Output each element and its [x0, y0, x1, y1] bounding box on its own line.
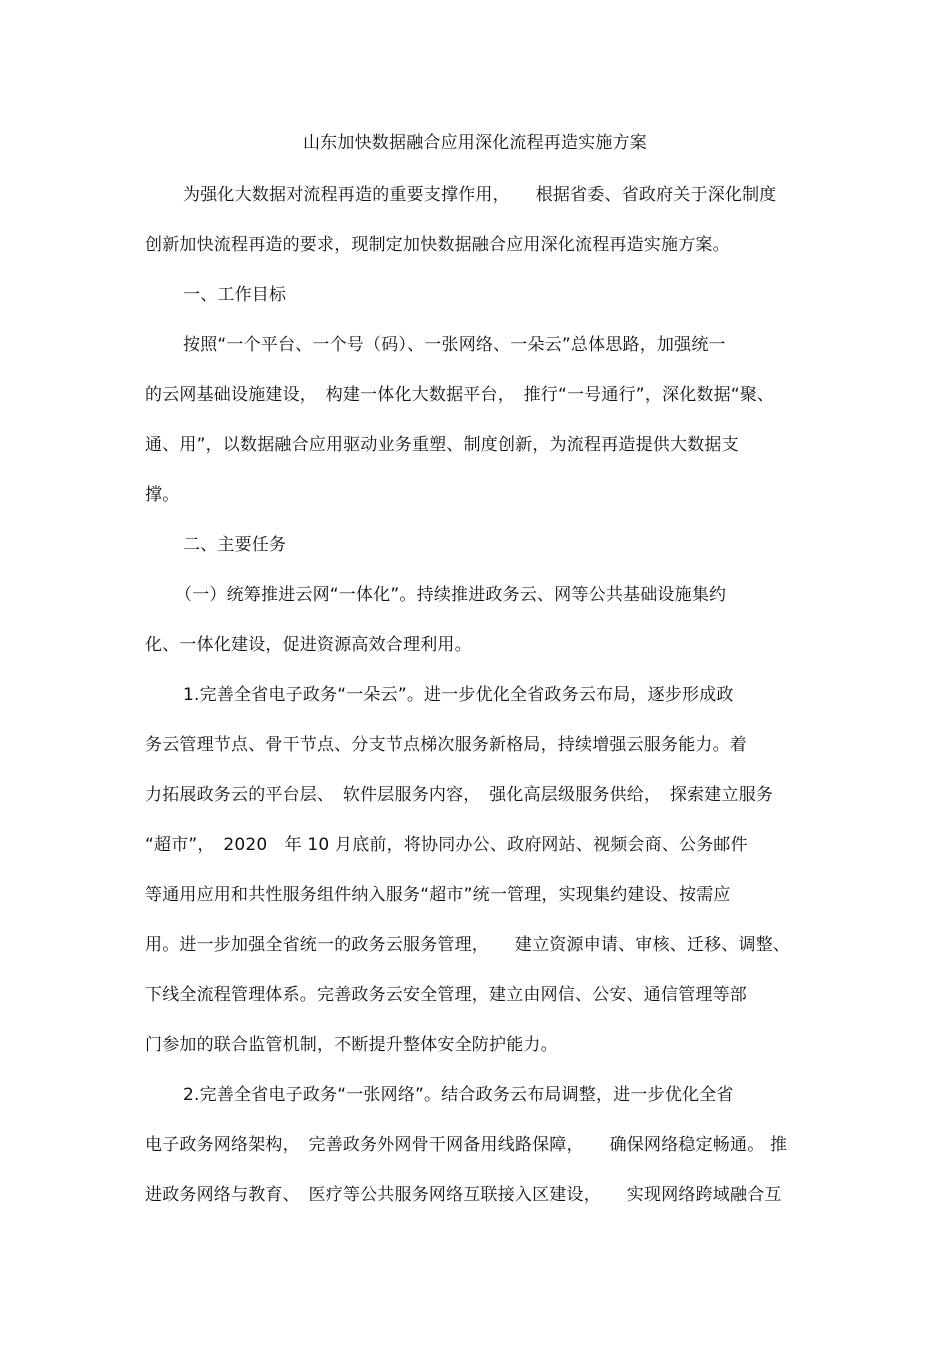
paragraph-line-1: 为强化大数据对流程再造的重要支撑作用， 根据省委、省政府关于深化制度: [183, 185, 777, 205]
paragraph-line-17: 下线全流程管理体系。完善政务云安全管理，建立由网信、公安、通信管理等部: [145, 985, 747, 1005]
paragraph-line-10: 化、一体化建设，促进资源高效合理利用。: [145, 635, 472, 655]
section-heading-tasks: 二、主要任务: [183, 535, 287, 555]
paragraph-line-13: 力拓展政务云的平台层、 软件层服务内容， 强化高层级服务供给， 探索建立服务: [145, 785, 774, 805]
paragraph-line-6: 通、用”，以数据融合应用驱动业务重塑、制度创新，为流程再造提供大数据支: [145, 435, 739, 455]
paragraph-line-11: 1.完善全省电子政务“一朵云”。进一步优化全省政务云布局，逐步形成政: [183, 685, 734, 705]
paragraph-line-16: 用。进一步加强全省统一的政务云服务管理， 建立资源申请、审核、迁移、调整、: [145, 935, 791, 955]
paragraph-line-12: 务云管理节点、骨干节点、分支节点梯次服务新格局，持续增强云服务能力。着: [145, 735, 747, 755]
paragraph-line-2: 创新加快流程再造的要求，现制定加快数据融合应用深化流程再造实施方案。: [145, 235, 730, 255]
paragraph-line-15: 等通用应用和共性服务组件纳入服务“超市”统一管理，实现集约建设、按需应: [145, 885, 731, 905]
paragraph-line-21: 进政务网络与教育、 医疗等公共服务网络互联接入区建设， 实现网络跨域融合互: [145, 1185, 782, 1205]
paragraph-line-18: 门参加的联合监管机制，不断提升整体安全防护能力。: [145, 1035, 558, 1055]
paragraph-line-19: 2.完善全省电子政务“一张网络”。结合政务云布局调整，进一步优化全省: [183, 1085, 734, 1105]
paragraph-line-14: “超市”， 2020 年 10 月底前，将协同办公、政府网站、视频会商、公务邮件: [145, 835, 748, 855]
paragraph-line-9: （一）统筹推进云网“一体化”。持续推进政务云、网等公共基础设施集约: [175, 585, 727, 605]
paragraph-line-7: 撑。: [145, 485, 180, 505]
paragraph-line-5: 的云网基础设施建设， 构建一体化大数据平台， 推行“一号通行”，深化数据“聚、: [145, 385, 775, 405]
paragraph-line-20: 电子政务网络架构， 完善政务外网骨干网备用线路保障， 确保网络稳定畅通。 推: [145, 1135, 788, 1155]
section-heading-goals: 一、工作目标: [183, 285, 287, 305]
document-title: 山东加快数据融合应用深化流程再造实施方案: [303, 133, 647, 153]
paragraph-line-4: 按照“一个平台、一个号（码）、一张网络、一朵云”总体思路，加强统一: [183, 335, 726, 355]
